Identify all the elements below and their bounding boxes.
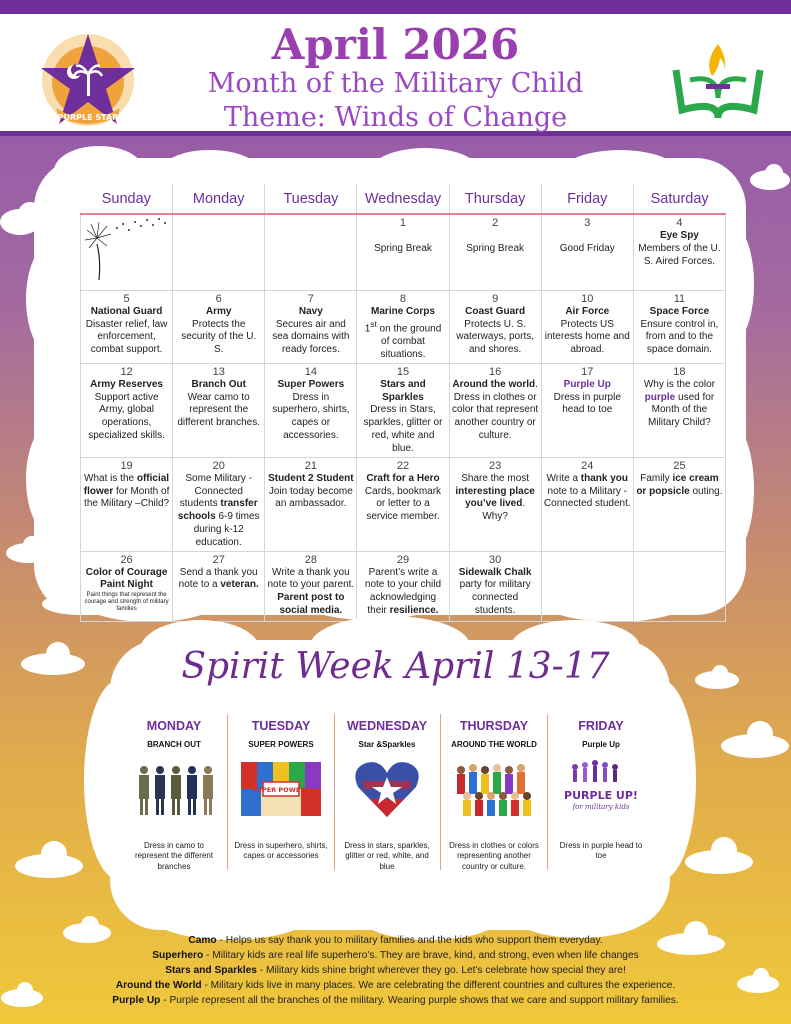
day-number: 3 <box>584 217 591 229</box>
day-header: Wednesday <box>357 184 449 214</box>
day-number: 29 <box>396 553 410 566</box>
event-text: Wear camo to represent the different branches. <box>177 391 261 429</box>
event-title: Around the world <box>452 378 536 390</box>
event-text: Spring Break <box>466 242 525 254</box>
event-highlight: thank you <box>580 472 629 484</box>
event-text: for Month of the Military –Child? <box>84 485 170 510</box>
footer-line <box>0 993 791 1008</box>
event-text: Why? <box>482 511 508 523</box>
logo-text: PURPLE STAR <box>57 113 119 122</box>
event-text: Protects US interests home and abroad. <box>544 318 630 356</box>
day-number: 10 <box>581 292 594 305</box>
calendar-header-row <box>81 184 726 214</box>
calendar-cell <box>357 214 449 290</box>
calendar-week-row <box>81 551 726 621</box>
day-number: 14 <box>304 365 317 378</box>
calendar-week-row <box>81 290 726 363</box>
top-bar <box>0 0 791 14</box>
column-divider <box>227 714 228 870</box>
event-title: Space Force <box>649 305 710 317</box>
calendar-cell: 23 Share the most interesting place you’ve lived. Why? <box>449 457 541 551</box>
event-text-prefix: Share the most <box>461 472 530 484</box>
day-number: 25 <box>673 459 686 472</box>
calendar-cell <box>173 551 265 621</box>
spirit-description: Dress in clothes or colors representing another country or culture. <box>449 841 539 871</box>
calendar-table <box>80 184 726 622</box>
column-divider <box>440 714 441 870</box>
calendar-cell <box>449 551 541 621</box>
calendar-week-row <box>81 457 726 551</box>
event-highlight: purple <box>644 391 676 403</box>
event-text-prefix: Write a thank you note to your parent. <box>267 566 355 591</box>
day-header: Monday <box>173 184 265 214</box>
spirit-description: Dress in superhero, shirts, capes or accessories <box>234 841 328 861</box>
spirit-theme: AROUND THE WORLD <box>451 740 537 749</box>
cloud-decoration <box>746 162 791 192</box>
spirit-description: Dress in stars, sparkles, glitter or red, white, and blue <box>344 841 430 871</box>
event-text-prefix: Why is the color <box>643 378 715 390</box>
cloud-decoration <box>684 836 754 876</box>
footer-notes <box>0 933 791 1008</box>
event-title: Eye Spy <box>659 230 699 242</box>
event-text: Protects U. S. waterways, ports, and shores. <box>456 318 535 356</box>
footer-term: Purple Up <box>112 995 161 1006</box>
calendar-cell <box>173 457 265 551</box>
calendar-cell <box>265 551 357 621</box>
event-title: Sidewalk Chalk <box>458 566 532 578</box>
calendar-cell <box>265 363 357 457</box>
event-highlight: veteran. <box>220 579 259 591</box>
cloud-decoration <box>720 720 790 760</box>
day-number: 22 <box>396 459 410 472</box>
column-divider <box>334 714 335 870</box>
calendar-cell-empty <box>173 214 265 290</box>
footer-text: - Military kids live in many places. We are celebrating the different countries and cultures the experience. <box>201 980 676 991</box>
spirit-day-label: TUESDAY <box>251 719 311 733</box>
day-number: 17 <box>581 365 594 378</box>
super-powers-badge: SUPER POWERS <box>251 786 311 794</box>
day-number: 1 <box>399 217 407 229</box>
day-header: Tuesday <box>265 184 357 214</box>
day-number: 27 <box>212 553 225 566</box>
world-people-illustration <box>455 756 533 822</box>
purple-up-illustration <box>563 756 639 822</box>
event-highlight: official flower <box>83 472 170 497</box>
day-number: 21 <box>304 459 317 472</box>
page-subtitle: Month of the Military Child <box>207 68 584 99</box>
footer-term: Camo <box>188 935 217 946</box>
spirit-day-wednesday <box>339 716 435 872</box>
event-highlight: transfer schools <box>177 498 258 523</box>
event-title: Stars and Sparkles <box>380 378 426 403</box>
event-title: Color of Courage Paint Night <box>85 566 168 591</box>
spirit-theme: BRANCH OUT <box>147 740 201 749</box>
event-title: Army Reserves <box>90 378 163 390</box>
spirit-day-thursday <box>446 716 542 872</box>
event-text: Secures air and sea domains with ready forces. <box>272 318 350 356</box>
spirit-theme: Purple Up <box>582 740 620 749</box>
calendar-cell <box>357 363 449 457</box>
event-title: National Guard <box>90 305 163 317</box>
event-text: on the ground of combat situations. <box>379 323 442 360</box>
event-text: Spring Break <box>374 242 432 254</box>
calendar-cell <box>81 290 173 363</box>
event-title: Purple Up <box>563 378 611 390</box>
footer-text: - Helps us say thank you to military families and the kids who support them everyday. <box>216 935 603 946</box>
event-title: Air Force <box>565 305 610 317</box>
purple-up-subtitle: for military kids <box>572 803 630 811</box>
spirit-day-label: MONDAY <box>146 719 202 733</box>
calendar-cell <box>81 363 173 457</box>
footer-text: - Military kids are real life superhero's. They are brave, kind, and strong, even when life changes <box>203 950 639 961</box>
footer-term: Stars and Sparkles <box>165 965 257 976</box>
day-number: 16 <box>489 365 502 378</box>
sparkle-heart-illustration <box>354 756 420 822</box>
day-header: Saturday <box>633 184 725 214</box>
event-highlight: resilience. <box>389 604 439 616</box>
day-number: 19 <box>120 459 133 472</box>
footer-line <box>0 963 791 978</box>
column-divider <box>547 714 548 870</box>
event-text: Ensure control in, from and to the space domain. <box>640 318 719 356</box>
day-number: 18 <box>673 365 686 378</box>
calendar-cell-empty <box>633 551 725 621</box>
page-title: April 2026 <box>271 20 520 69</box>
calendar-cell <box>357 551 449 621</box>
event-title: Army <box>205 305 232 317</box>
event-text: Cards, bookmark or letter to a service member. <box>364 485 442 523</box>
day-number: 12 <box>120 365 133 378</box>
spirit-day-tuesday <box>233 716 329 862</box>
day-header: Thursday <box>449 184 541 214</box>
day-number: 30 <box>489 553 502 566</box>
footer-term: Superhero <box>152 950 204 961</box>
event-title: Branch Out <box>191 378 246 390</box>
calendar-cell <box>541 457 633 551</box>
superscript: st <box>370 318 377 329</box>
event-highlight: interesting place you’ve lived <box>455 485 535 510</box>
event-text: party for military connected students. <box>459 579 531 616</box>
calendar-cell <box>81 551 173 621</box>
soldiers-illustration <box>134 756 214 822</box>
event-text: Members of the U. S. Aired Forces. <box>638 242 721 267</box>
calendar-cell: 16 Around the world. Dress in clothes or color that represent another country or culture. <box>449 363 541 457</box>
calendar-cell <box>357 457 449 551</box>
spirit-day-label: WEDNESDAY <box>346 719 428 733</box>
event-text: Dress in clothes or color that represent another country or culture. <box>452 391 539 442</box>
event-title: Navy <box>298 305 323 317</box>
calendar-cell <box>541 363 633 457</box>
calendar-cell <box>173 363 265 457</box>
event-title: Student 2 Student <box>268 472 354 484</box>
spirit-week-title: Spirit Week April 13-17 <box>181 646 610 687</box>
event-text: Dress in purple head to toe <box>553 391 621 416</box>
event-text: Dress in superhero, shirts, capes or accessories. <box>272 391 350 442</box>
event-text: Support active Army, global operations, specialized skills. <box>88 391 165 442</box>
book-flame-logo <box>668 40 768 126</box>
header <box>0 14 791 136</box>
calendar-cell <box>541 290 633 363</box>
calendar-cell <box>633 457 725 551</box>
day-number: 8 <box>399 292 407 305</box>
calendar-week-row <box>81 214 726 290</box>
footer-line <box>0 948 791 963</box>
event-text: outing. <box>692 485 723 497</box>
calendar-cell <box>357 290 449 363</box>
calendar-cell-empty <box>541 551 633 621</box>
cloud-decoration <box>14 840 84 880</box>
event-title: Super Powers <box>277 378 345 390</box>
event-text: Paint things that represent the courage and strength of military families <box>84 592 169 612</box>
dandelion-illustration <box>85 216 169 284</box>
calendar-cell <box>633 363 725 457</box>
day-number: 7 <box>307 292 314 305</box>
event-text-prefix: Parent’s write a note to your child acknowledging their <box>364 566 442 616</box>
day-number: 15 <box>396 365 410 378</box>
calendar-cell <box>633 290 725 363</box>
event-title: Craft for a Hero <box>366 472 440 484</box>
spirit-description: Dress in purple head to toe <box>559 841 643 861</box>
calendar-cell <box>265 457 357 551</box>
event-text: Protects the security of the U. S. <box>181 318 257 356</box>
spirit-day-monday <box>126 716 222 872</box>
event-text: Dress in Stars, sparkles, glitter or red, white and blue. <box>363 404 443 454</box>
spirit-theme: SUPER POWERS <box>248 740 314 749</box>
calendar-cell <box>265 290 357 363</box>
superheroes-illustration <box>241 756 321 822</box>
event-text-prefix: Family <box>640 472 670 484</box>
spirit-day-label: THURSDAY <box>459 719 529 733</box>
event-title: Marine Corps <box>371 305 435 317</box>
calendar-cell <box>541 214 633 290</box>
spirit-description: Dress in camo to represent the different branches <box>134 841 214 871</box>
day-number: 9 <box>492 292 499 305</box>
event-highlight: Parent post to social media. <box>277 592 345 616</box>
calendar-week-row <box>81 363 726 457</box>
footer-term: Around the World <box>115 980 202 991</box>
event-text-prefix: Send a thank you note to a <box>178 566 258 591</box>
footer-text: - Military kids shine bright wherever they go. Let's celebrate how special they are! <box>256 965 626 976</box>
day-number: 11 <box>673 292 686 305</box>
event-text-prefix: 1 <box>364 323 371 334</box>
calendar-cell <box>81 457 173 551</box>
day-number: 2 <box>492 217 499 229</box>
day-number: 28 <box>304 553 317 566</box>
day-header: Sunday <box>81 184 173 214</box>
event-text: Good Friday <box>559 242 615 254</box>
spirit-day-friday <box>553 716 649 862</box>
day-number: 4 <box>676 217 683 229</box>
event-text-prefix: What is the <box>84 472 135 484</box>
calendar-cell <box>449 290 541 363</box>
event-text-prefix: Some Military - Connected students <box>179 472 253 510</box>
day-number: 20 <box>212 459 225 472</box>
calendar-cell <box>633 214 725 290</box>
day-number: 26 <box>120 553 133 566</box>
event-text: used for Month of the Military Child? <box>648 391 715 429</box>
calendar-cell <box>81 214 173 290</box>
day-header: Friday <box>541 184 633 214</box>
footer-line <box>0 933 791 948</box>
calendar-cell <box>173 290 265 363</box>
event-text: note to a Military - Connected student. <box>543 485 631 510</box>
spirit-day-label: FRIDAY <box>578 719 624 733</box>
calendar-cell <box>449 214 541 290</box>
day-number: 13 <box>212 365 225 378</box>
day-number: 24 <box>581 459 594 472</box>
event-text-prefix: Write a <box>546 472 579 484</box>
event-title: Coast Guard <box>465 305 526 317</box>
event-text: Join today become an ambassador. <box>268 485 353 510</box>
day-number: 5 <box>123 292 130 305</box>
event-text: Disaster relief, law enforcement, combat support. <box>85 318 168 356</box>
spirit-theme: Star &Sparkles <box>358 740 416 749</box>
event-highlight: ice cream or popsicle <box>636 472 719 497</box>
event-text: 6-9 times during k-12 education. <box>193 511 260 548</box>
calendar-cell-empty <box>265 214 357 290</box>
day-number: 6 <box>215 292 222 305</box>
footer-text: - Purple represent all the branches of the military. Wearing purple shows that we care and support military families. <box>160 995 679 1006</box>
day-number: 23 <box>489 459 502 472</box>
purple-up-banner: PURPLE UP! <box>564 789 638 802</box>
footer-line <box>0 978 791 993</box>
theme-subtitle: Theme: Winds of Change <box>223 102 568 133</box>
